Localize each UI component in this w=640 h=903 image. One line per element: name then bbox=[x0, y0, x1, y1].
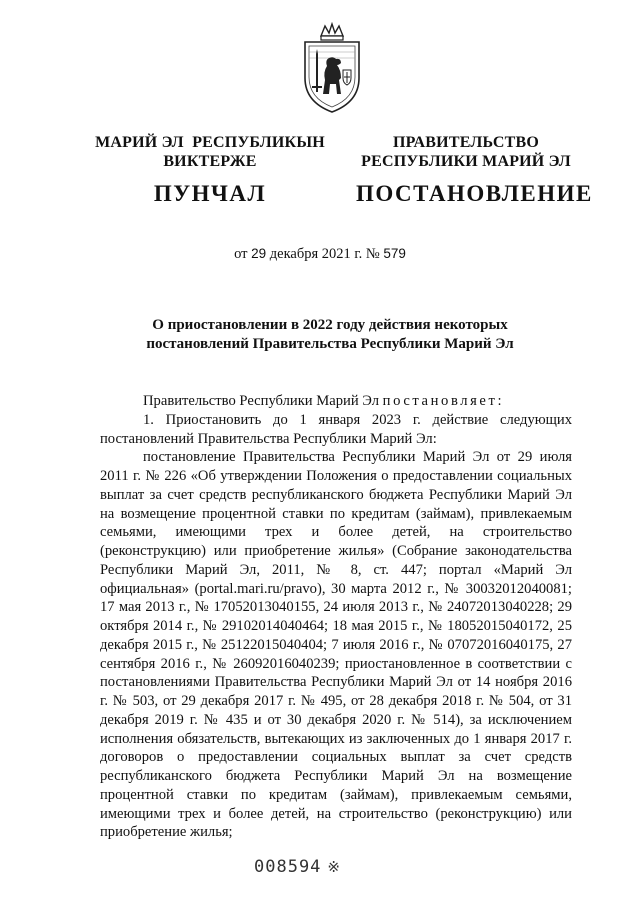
document-date-line bbox=[0, 246, 640, 263]
document-body bbox=[100, 392, 572, 842]
title-line1: О приостановлении в 2022 году действия некоторых bbox=[152, 317, 508, 333]
header-left-doc-type: ПУНЧАЛ bbox=[153, 181, 267, 206]
body-paragraph-intro bbox=[100, 392, 572, 411]
body-paragraph-resolution-list: постановление Правительства Республики Марий Эл от 29 июля 2011 г. № 226 «Об утверждении Положения о предоставлении социальных выплат за счет средств республиканского бюджета Республики Марий Эл на возмещение процентной ставки по кредитам (займам), привлекаемым семьями, имеющими трех и более детей, на строительство (реконструкцию) или приобретение жилья» (Собрание законодательства Республики Марий Эл, 2011, № 8, ст. 447; портал «Марий Эл официальная» (portal.mari.ru/pravo), 30 марта 2012 г., № 30032012040081; 17 мая 2013 г., № 17052013040155, 24 июля 2013 г., № 24072013040228; 29 октября 2014 г., № 29102014040464; 18 мая 2015 г., № 18052015040172, 25 декабря 2015 г., № 25122015040404; 7 июля 2016 г., № 07072016040175, 27 сентября 2016 г., № 26092016040239; приостановленное в соответствии с постановлениями Правительства Республики Марий Эл от 14 ноября 2016 г. № 503, от 29 декабря 2017 г. № 495, от 28 декабря 2018 г. № 504, от 31 декабря 2019 г. № 435 и от 30 декабря 2020 г. № 514), за исключением исполнения обязательств, вытекающих из заключенных до 1 января 2017 г. договоров о предоставлении социальных выплат за счет средств республиканского бюджета Республики Марий Эл на возмещение процентной ставки по кредитам (займам), привлекаемым семьями, имеющими трех и более детей, на строительство (реконструкцию) или приобретение жилья; bbox=[100, 449, 572, 841]
serial-digits: 008594 bbox=[254, 857, 322, 877]
body-paragraph-item-1: 1. Приостановить до 1 января 2023 г. действие следующих постановлений Правительства Республики Марий Эл: bbox=[100, 411, 572, 447]
header-left-block bbox=[95, 133, 325, 207]
header-right-line1: ПРАВИТЕЛЬСТВО bbox=[392, 134, 540, 151]
header-left-line1: МАРИЙ ЭЛ РЕСПУБЛИКЫН bbox=[95, 134, 325, 151]
header-right-line2: РЕСПУБЛИКИ МАРИЙ ЭЛ bbox=[361, 153, 571, 170]
header-left-line2: ВИКТЕРЖЕ bbox=[163, 153, 257, 170]
intro-decree-word: постановляет: bbox=[382, 393, 505, 409]
header-right-doc-type: ПОСТАНОВЛЕНИЕ bbox=[356, 181, 593, 206]
header-right-block bbox=[356, 133, 593, 207]
intro-lead-text: Правительство Республики Марий Эл bbox=[143, 393, 383, 409]
coat-of-arms-emblem bbox=[299, 22, 365, 114]
date-day: 29 bbox=[251, 246, 267, 261]
serial-mark-icon: ※ bbox=[327, 858, 341, 876]
form-serial-number bbox=[254, 857, 341, 877]
date-month-year: декабря 2021 г. № bbox=[269, 246, 380, 262]
document-number: 579 bbox=[383, 246, 406, 261]
title-line2: постановлений Правительства Республики Марий Эл bbox=[146, 336, 514, 352]
document-title bbox=[120, 316, 540, 354]
date-prefix: от bbox=[234, 246, 248, 262]
